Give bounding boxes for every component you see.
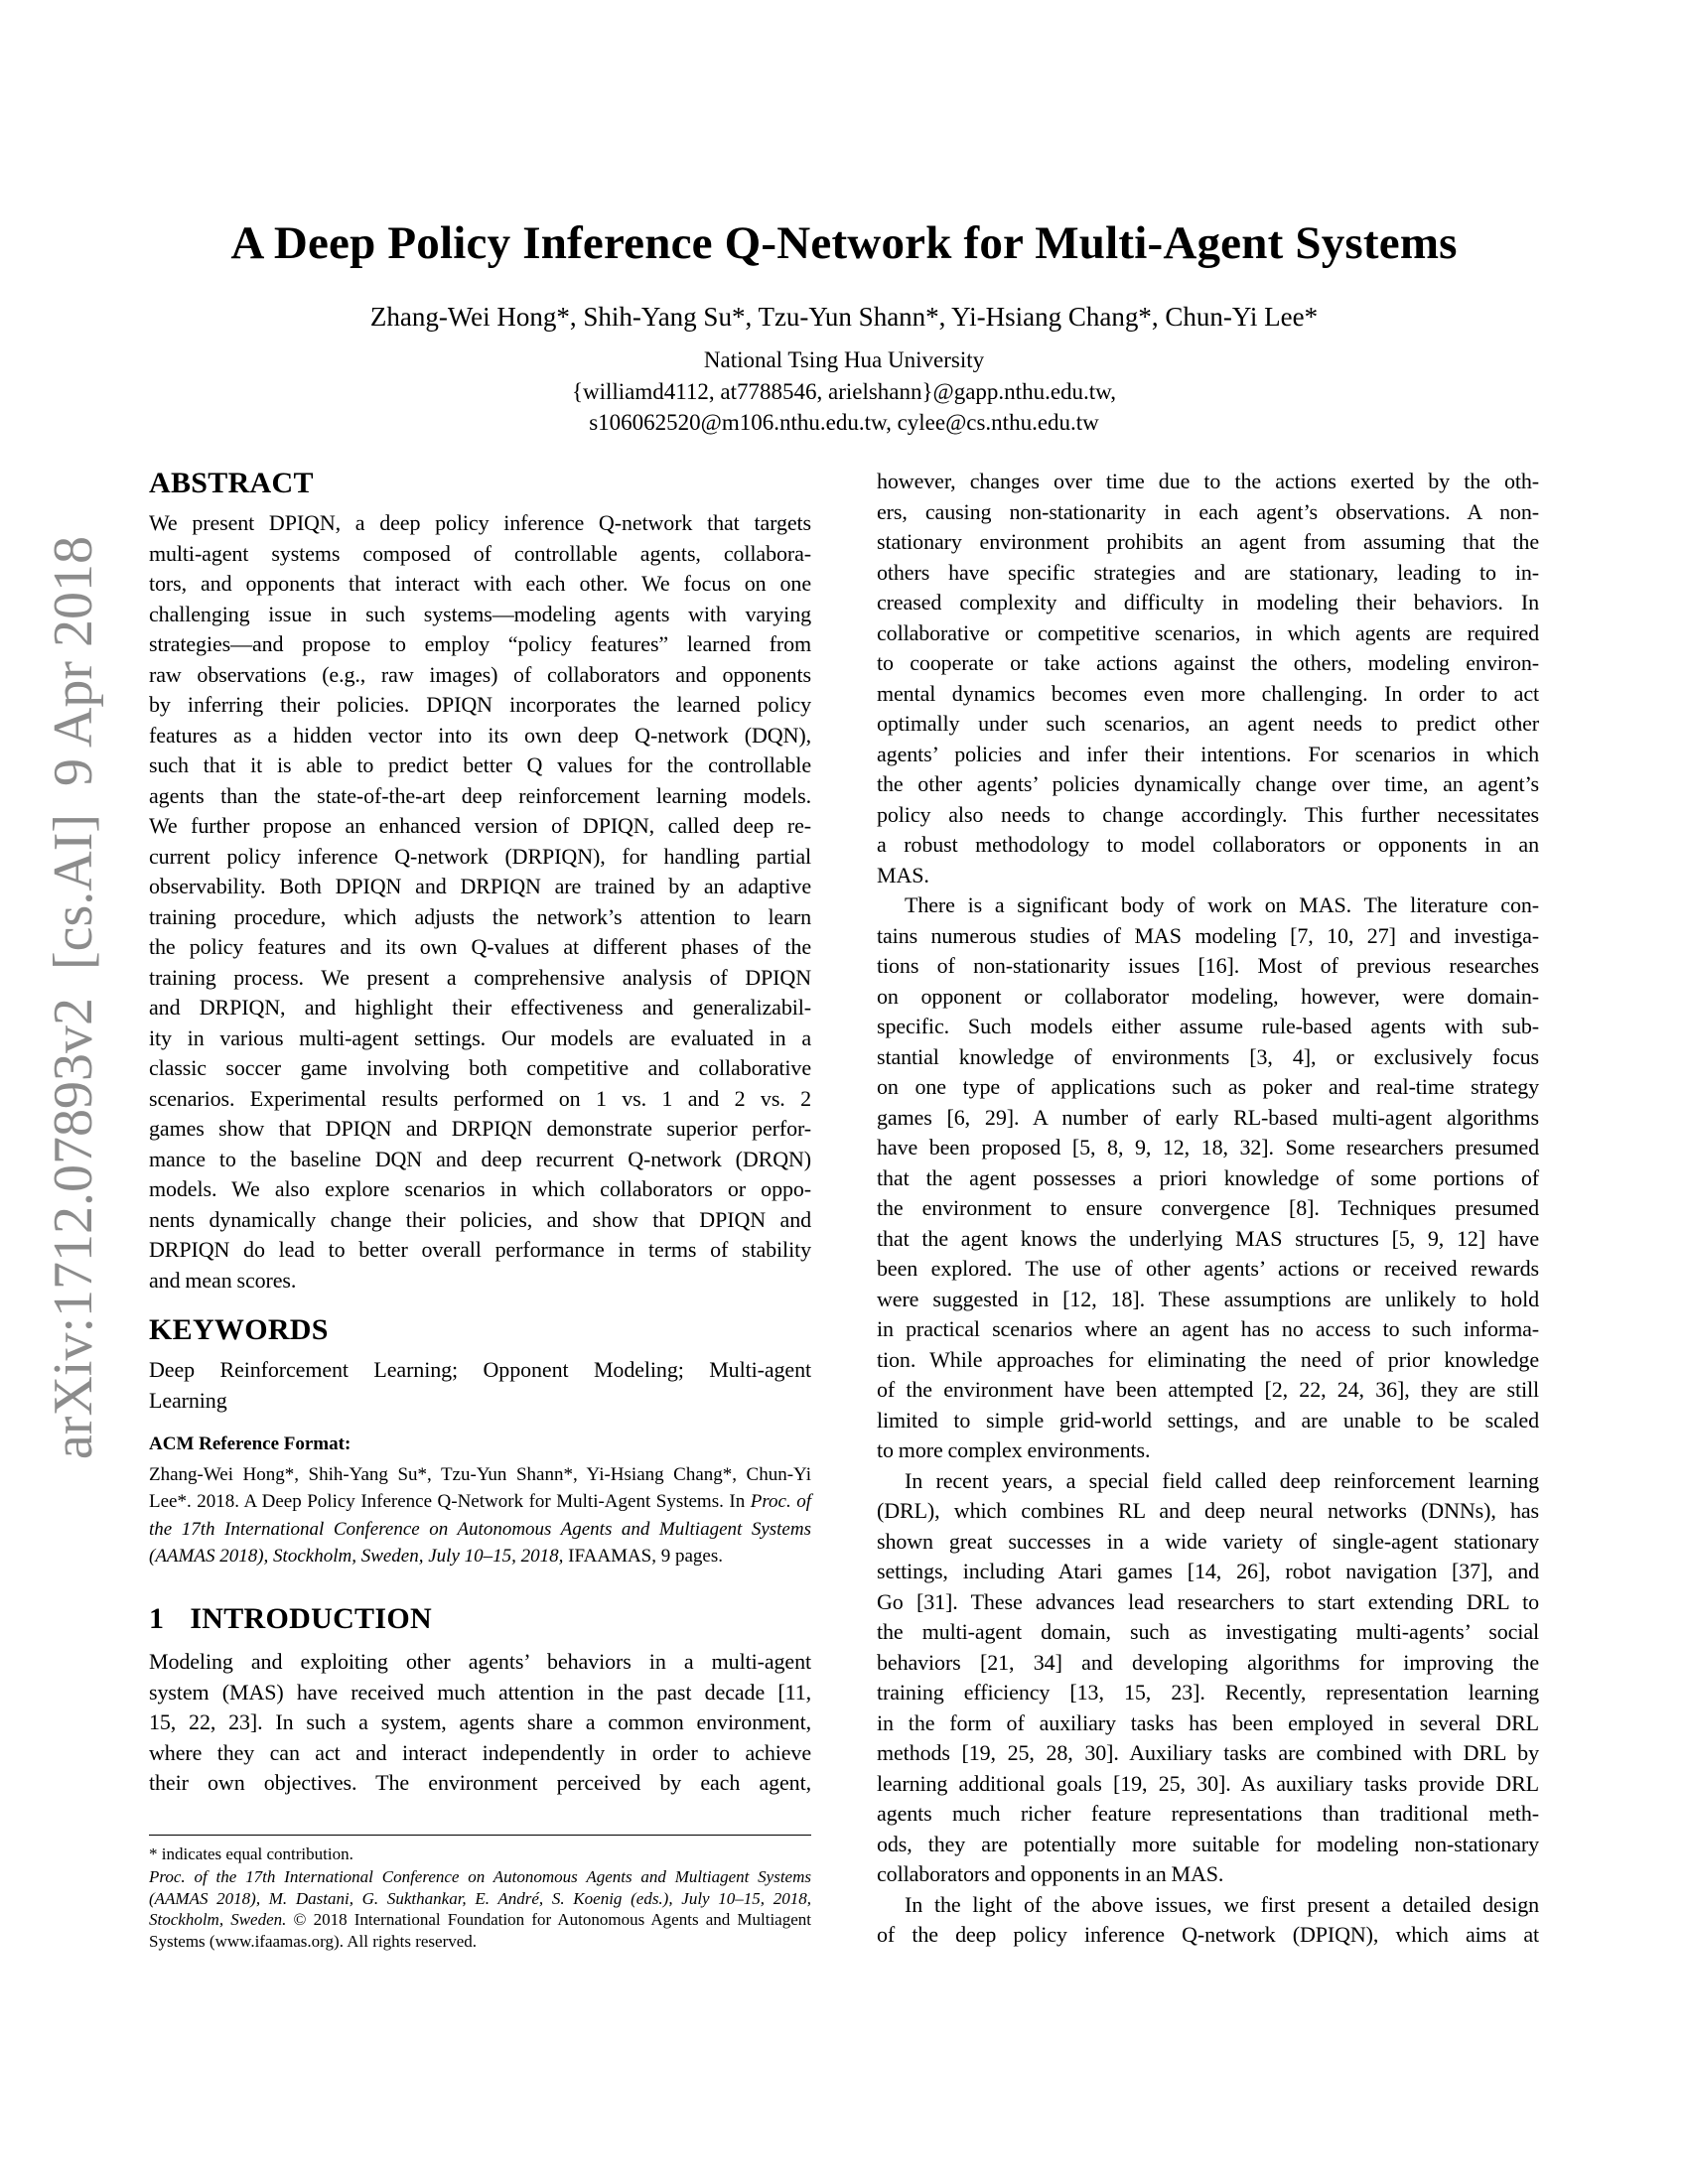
text-line: collaborative or competitive scenarios, in which agents are required <box>877 619 1539 645</box>
text-line: specific. Such models either assume rule-based agents with sub- <box>877 1014 1539 1038</box>
text-line: raw observations (e.g., raw images) of collaborators and opponents <box>149 661 811 687</box>
text-line: optimally under such scenarios, an agent needs to predict other <box>877 711 1539 736</box>
text-line: their own objectives. The environment perceived by each agent, <box>149 1770 811 1796</box>
text-line: We present DPIQN, a deep policy inference Q-network that targets <box>149 510 811 535</box>
text-line: shown great successes in a wide variety of single-agent stationary <box>877 1528 1539 1554</box>
text-line: We further propose an enhanced version of DPIQN, called deep re- <box>149 813 811 838</box>
text-line: a robust methodology to model collaborators or opponents in an <box>877 832 1539 857</box>
text-line: mance to the baseline DQN and deep recurrent Q-network (DRQN) <box>149 1146 811 1171</box>
text-segment: Proc. of the 17th International Conference on Autonomous Agents and Multiagent Systems (AAMAS 2018), Stockholm, Sweden, July 10–15, 2018, <box>149 1491 811 1567</box>
text-segment: © 2018 International Foundation for Autonomous Agents and Multiagent Systems (www.ifaamas.org). All rights reserved. <box>149 1910 811 1952</box>
acm-reference-heading: ACM Reference Format: <box>149 1433 352 1454</box>
text-line: Deep Reinforcement Learning; Opponent Modeling; Multi-agent <box>149 1357 811 1382</box>
text-line: to cooperate or take actions against the others, modeling environ- <box>877 650 1539 675</box>
body-paragraph-4 <box>877 1890 1539 1951</box>
text-line: and DRPIQN, and highlight their effectiveness and generalizabil- <box>149 995 811 1020</box>
text-line: multi-agent systems composed of controllable agents, collabora- <box>149 540 811 566</box>
text-line: the policy features and its own Q-values at different phases of the <box>149 934 811 959</box>
text-line: in practical scenarios where an agent has no access to such informa- <box>877 1316 1539 1341</box>
text-line: others have specific strategies and are stationary, leading to in- <box>877 559 1539 585</box>
text-line: policy also needs to change accordingly. This further necessitates <box>877 801 1539 827</box>
text-line: by inferring their policies. DPIQN incorporates the learned policy <box>149 692 811 717</box>
authors-line: Zhang-Wei Hong*, Shih-Yang Su*, Tzu-Yun Shann*, Yi-Hsiang Chang*, Chun-Yi Lee* <box>369 302 1319 332</box>
abstract-heading: ABSTRACT <box>149 467 314 499</box>
email-line-2: s106062520@m106.nthu.edu.tw, cylee@cs.nthu.edu.tw <box>589 410 1099 435</box>
text-line: ity in various multi-agent settings. Our models are evaluated in a <box>149 1024 811 1050</box>
introduction-heading <box>149 1601 811 1637</box>
text-line: Modeling and exploiting other agents’ behaviors in a multi-agent <box>149 1649 811 1675</box>
left-column <box>149 467 811 1799</box>
text-line: features as a hidden vector into its own deep Q-network (DQN), <box>149 722 811 748</box>
abstract-text <box>149 508 811 1296</box>
text-line: training efficiency [13, 15, 23]. Recently, representation learning <box>877 1680 1539 1705</box>
keywords-heading: KEYWORDS <box>149 1313 329 1346</box>
text-line: agents’ policies and infer their intentions. For scenarios in which <box>877 741 1539 766</box>
text-line: In recent years, a special field called deep reinforcement learning <box>905 1467 1539 1493</box>
affiliation: National Tsing Hua University <box>703 347 985 372</box>
text-line: nents dynamically change their policies, and show that DPIQN and <box>149 1206 811 1232</box>
text-line: on one type of applications such as poker and real-time strategy <box>877 1074 1539 1099</box>
text-line: learning additional goals [19, 25, 30]. As auxiliary tasks provide DRL <box>877 1770 1539 1796</box>
section-number: 1 <box>149 1602 165 1636</box>
text-line: tors, and opponents that interact with each other. We focus on one <box>149 571 811 596</box>
text-line: DRPIQN do lead to better overall performance in terms of stability <box>149 1237 811 1262</box>
text-line: methods [19, 25, 28, 30]. Auxiliary tasks are combined with DRL by <box>877 1740 1539 1765</box>
text-line: were suggested in [12, 18]. These assumptions are unlikely to hold <box>877 1286 1539 1311</box>
text-line: MAS. <box>877 862 929 887</box>
text-line: mental dynamics becomes even more challenging. In order to act <box>877 680 1539 706</box>
text-line: classic soccer game involving both competitive and collaborative <box>149 1055 811 1080</box>
body-paragraph-2 <box>877 890 1539 1466</box>
text-line: ods, they are potentially more suitable for modeling non-stationary <box>877 1831 1539 1856</box>
text-line: strategies—and propose to employ “policy features” learned from <box>149 631 811 656</box>
text-line: observability. Both DPIQN and DRPIQN are trained by an adaptive <box>149 874 811 898</box>
text-line: limited to simple grid-world settings, and are unable to be scaled <box>877 1407 1539 1433</box>
text-line: have been proposed [5, 8, 9, 12, 18, 32]. Some researchers presumed <box>877 1135 1539 1160</box>
text-line: settings, including Atari games [14, 26], robot navigation [37], and <box>877 1559 1539 1583</box>
text-line: the multi-agent domain, such as investigating multi-agents’ social <box>877 1619 1539 1644</box>
text-line: of the environment have been attempted [2, 22, 24, 36], they are still <box>877 1377 1539 1402</box>
text-line: models. We also explore scenarios in which collaborators or oppo- <box>149 1176 811 1201</box>
text-line: however, changes over time due to the actions exerted by the oth- <box>877 469 1539 493</box>
text-line: collaborators and opponents in an MAS. <box>877 1861 1224 1886</box>
text-line: current policy inference Q-network (DRPIQN), for handling partial <box>149 843 811 869</box>
text-line: tions of non-stationarity issues [16]. Most of previous researches <box>877 953 1539 978</box>
equal-contribution-note: * indicates equal contribution. <box>149 1844 353 1863</box>
text-line: such that it is able to predict better Q values for the controllable <box>149 752 811 777</box>
text-line: games show that DPIQN and DRPIQN demonstrate superior perfor- <box>149 1116 811 1141</box>
text-line: system (MAS) have received much attention in the past decade [11, <box>149 1679 811 1705</box>
text-line: the other agents’ policies dynamically change over time, an agent’s <box>877 771 1539 796</box>
text-line: that the agent possesses a priori knowledge of some portions of <box>877 1164 1539 1190</box>
text-line: stationary environment prohibits an agent from assuming that the <box>877 529 1539 554</box>
text-line: the environment to ensure convergence [8]. Techniques presumed <box>877 1195 1539 1220</box>
text-line: scenarios. Experimental results performed on 1 vs. 1 and 2 vs. 2 <box>149 1085 811 1111</box>
text-line: Go [31]. These advances lead researchers to start extending DRL to <box>877 1588 1539 1614</box>
text-line: challenging issue in such systems—modeling agents with varying <box>149 601 811 626</box>
text-line: 15, 22, 23]. In such a system, agents share a common environment, <box>149 1709 811 1735</box>
paper-title: A Deep Policy Inference Q-Network for Multi-Agent Systems <box>230 217 1458 269</box>
text-line: training process. We present a comprehensive analysis of DPIQN <box>149 964 811 990</box>
footnote-block <box>149 1835 811 1953</box>
text-line: in the form of auxiliary tasks has been employed in several DRL <box>877 1709 1539 1735</box>
text-line: behaviors [21, 34] and developing algorithms for improving the <box>877 1649 1539 1675</box>
email-line-1: {williamd4112, at7788546, arielshann}@gapp.nthu.edu.tw, <box>571 379 1117 404</box>
text-line: of the deep policy inference Q-network (DPIQN), which aims at <box>877 1922 1539 1947</box>
text-line: Learning <box>149 1387 227 1413</box>
text-segment: IFAAMAS, 9 pages. <box>563 1545 724 1567</box>
text-line: stantial knowledge of environments [3, 4], or exclusively focus <box>877 1043 1539 1069</box>
text-line: tains numerous studies of MAS modeling [7, 10, 27] and investiga- <box>877 922 1539 948</box>
introduction-text <box>149 1647 811 1799</box>
text-segment: Proc. of the 17th International Conference on Autonomous Agents and Multiagent Systems (AAMAS 2018), M. Dastani, G. Sukthankar, E. André, S. Koenig (eds.), July 10–15, 2018, Stockholm, Sweden. <box>149 1866 811 1930</box>
section-title: INTRODUCTION <box>190 1602 432 1636</box>
text-line: There is a significant body of work on MAS. The literature con- <box>905 892 1539 917</box>
text-line: tion. While approaches for eliminating the need of prior knowledge <box>877 1346 1539 1372</box>
text-line: been explored. The use of other agents’ actions or received rewards <box>877 1256 1539 1281</box>
keywords-text <box>149 1355 811 1416</box>
text-line: (DRL), which combines RL and deep neural networks (DNNs), has <box>877 1498 1539 1523</box>
text-line: In the light of the above issues, we first present a detailed design <box>905 1891 1539 1917</box>
arxiv-watermark: arXiv:1712.07893v2 [cs.AI] 9 Apr 2018 <box>43 535 104 1460</box>
right-column <box>877 467 1539 1951</box>
text-line: that the agent knows the underlying MAS structures [5, 9, 12] have <box>877 1225 1539 1251</box>
text-line: agents than the state-of-the-art deep reinforcement learning models. <box>149 782 811 808</box>
text-line: games [6, 29]. A number of early RL-based multi-agent algorithms <box>877 1104 1539 1130</box>
copyright-notice <box>149 1866 811 1953</box>
text-line: ers, causing non-stationarity in each agent’s observations. A non- <box>877 498 1539 524</box>
text-line: training procedure, which adjusts the network’s attention to learn <box>149 903 811 929</box>
text-line: agents much richer feature representations than traditional meth- <box>877 1801 1539 1826</box>
body-paragraph-3 <box>877 1466 1539 1890</box>
text-line: where they can act and interact independently in order to achieve <box>149 1739 811 1765</box>
text-line: and mean scores. <box>149 1267 297 1293</box>
text-line: creased complexity and difficulty in modeling their behaviors. In <box>877 590 1539 614</box>
text-segment: Zhang-Wei Hong*, Shih-Yang Su*, Tzu-Yun Shann*, Yi-Hsiang Chang*, Chun-Yi Lee*. 2018. A Deep Policy Inference Q-Network for Multi-Agent Systems. In <box>149 1464 811 1513</box>
text-line: to more complex environments. <box>877 1437 1151 1462</box>
acm-reference-text <box>149 1461 811 1570</box>
body-paragraph-1 <box>877 467 1539 890</box>
text-line: on opponent or collaborator modeling, however, were domain- <box>877 983 1539 1009</box>
